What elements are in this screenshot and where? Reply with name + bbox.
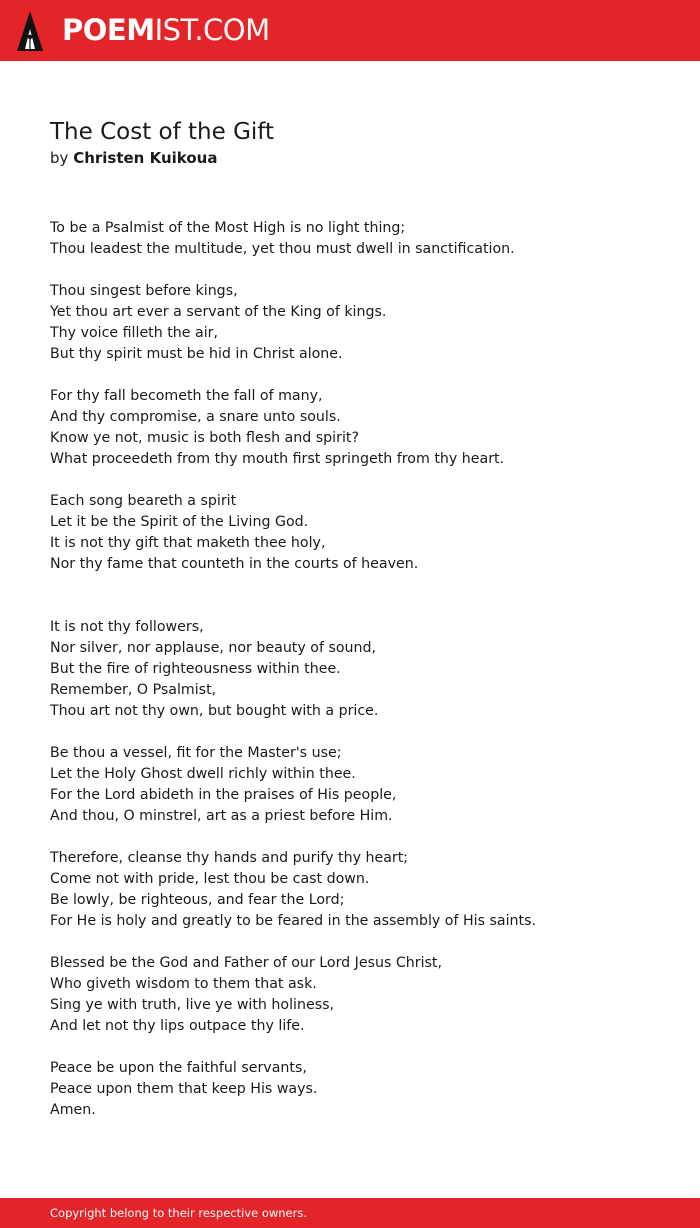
- poem-line: For He is holy and greatly to be feared in the assembly of His saints.: [50, 913, 536, 929]
- poem-line: But thy spirit must be hid in Christ alone.: [50, 346, 343, 362]
- poem-line: Let it be the Spirit of the Living God.: [50, 514, 309, 530]
- poem-line: But the fire of righteousness within thee.: [50, 661, 341, 677]
- site-header: [0, 0, 700, 61]
- poem-line: Thou leadest the multitude, yet thou must dwell in sanctification.: [50, 241, 515, 257]
- poem-line: Be lowly, be righteous, and fear the Lord;: [50, 892, 345, 908]
- poem-line: Peace be upon the faithful servants,: [50, 1060, 307, 1076]
- stanza-break: [50, 722, 680, 743]
- stanza-break: [50, 932, 680, 953]
- poem-line: And thy compromise, a snare unto souls.: [50, 409, 341, 425]
- pen-nib-icon[interactable]: [17, 11, 43, 51]
- poem-line: Amen.: [50, 1102, 96, 1118]
- poem-line: Thou art not thy own, but bought with a price.: [50, 703, 379, 719]
- stanza-break: [50, 470, 680, 491]
- poem-line: For the Lord abideth in the praises of His people,: [50, 787, 397, 803]
- site-logo-text[interactable]: [62, 13, 270, 47]
- stanza-break: [50, 365, 680, 386]
- poem-line: Be thou a vessel, fit for the Master's use;: [50, 745, 342, 761]
- stanza-break: [50, 827, 680, 848]
- byline: [50, 147, 670, 169]
- poem-body: [50, 218, 680, 1121]
- poem-header: [50, 117, 670, 169]
- poem-line: Who giveth wisdom to them that ask.: [50, 976, 317, 992]
- stanza-break: [50, 575, 680, 596]
- poem-line: Nor thy fame that counteth in the courts of heaven.: [50, 556, 419, 572]
- poem-line: Each song beareth a spirit: [50, 493, 237, 509]
- poem-line: Thou singest before kings,: [50, 283, 238, 299]
- stanza-break: [50, 596, 680, 617]
- poem-line: Blessed be the God and Father of our Lord Jesus Christ,: [50, 955, 443, 971]
- poem-line: Come not with pride, lest thou be cast down.: [50, 871, 370, 887]
- brand-light: IST.COM: [154, 13, 270, 47]
- poem-line: And let not thy lips outpace thy life.: [50, 1018, 305, 1034]
- stanza-break: [50, 1037, 680, 1058]
- poem-line: What proceedeth from thy mouth first springeth from thy heart.: [50, 451, 505, 467]
- poem-line: Yet thou art ever a servant of the King of kings.: [50, 304, 387, 320]
- poem-line: Let the Holy Ghost dwell richly within thee.: [50, 766, 356, 782]
- poem-line: Know ye not, music is both flesh and spirit?: [50, 430, 359, 446]
- poem-line: Remember, O Psalmist,: [50, 682, 217, 698]
- author-name: Christen Kuikoua: [73, 149, 218, 167]
- by-label: by: [50, 149, 69, 167]
- poem-line: To be a Psalmist of the Most High is no light thing;: [50, 220, 406, 236]
- poem-line: Sing ye with truth, live ye with holiness,: [50, 997, 334, 1013]
- poem-line: And thou, O minstrel, art as a priest before Him.: [50, 808, 393, 824]
- stanza-break: [50, 260, 680, 281]
- poem-line: It is not thy followers,: [50, 619, 204, 635]
- poem-line: Thy voice filleth the air,: [50, 325, 219, 341]
- site-footer: [0, 1198, 700, 1228]
- poem-line: It is not thy gift that maketh thee holy,: [50, 535, 326, 551]
- brand-bold: POEM: [62, 13, 155, 47]
- poem-title: The Cost of the Gift: [50, 119, 274, 145]
- poem-line: Peace upon them that keep His ways.: [50, 1081, 318, 1097]
- poem-line: For thy fall becometh the fall of many,: [50, 388, 323, 404]
- poem-line: Nor silver, nor applause, nor beauty of sound,: [50, 640, 377, 656]
- copyright-notice: Copyright belong to their respective owners.: [50, 1206, 308, 1220]
- poem-line: Therefore, cleanse thy hands and purify thy heart;: [50, 850, 409, 866]
